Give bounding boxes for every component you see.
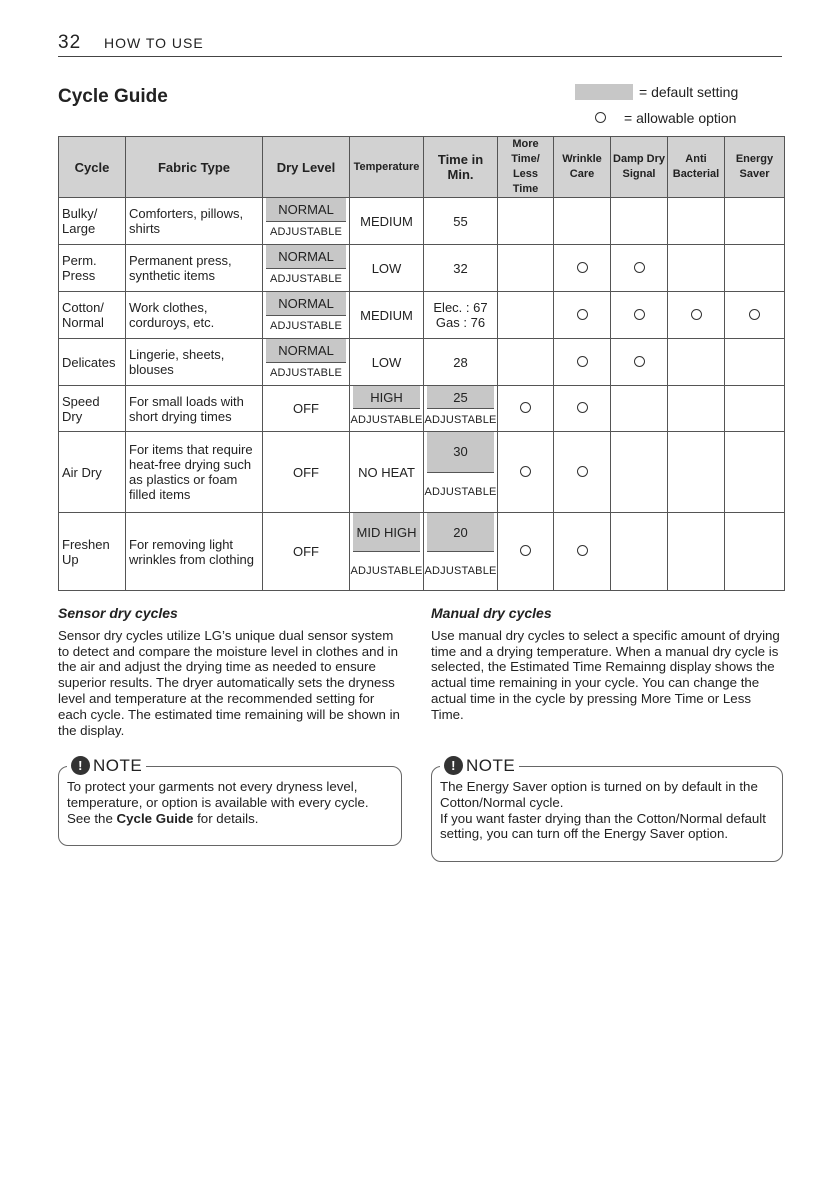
cycle-name: Speed Dry xyxy=(59,386,126,432)
damp-dry-cell xyxy=(611,432,668,513)
allowable-circle-icon xyxy=(634,309,645,320)
allowable-circle-icon xyxy=(749,309,760,320)
allowable-circle-icon xyxy=(577,356,588,367)
temperature: MEDIUM xyxy=(350,198,424,245)
more-time-cell xyxy=(498,432,554,513)
note-header xyxy=(440,756,519,775)
more-time-cell xyxy=(498,513,554,591)
col-time: Time in Min. xyxy=(424,137,498,198)
time: 32 xyxy=(424,245,498,292)
temperature-cell xyxy=(350,386,424,432)
time-default: 30 xyxy=(427,432,494,473)
wrinkle-cell xyxy=(554,386,611,432)
time: 28 xyxy=(424,339,498,386)
cycle-name: Air Dry xyxy=(59,432,126,513)
table-row xyxy=(59,292,785,339)
time-default: 20 xyxy=(427,513,494,552)
dry-level-default: NORMAL xyxy=(266,245,346,269)
anti-bacterial-cell xyxy=(668,245,725,292)
dry-level-default: NORMAL xyxy=(266,292,346,316)
energy-saver-cell xyxy=(725,339,785,386)
anti-bacterial-cell xyxy=(668,432,725,513)
damp-dry-cell xyxy=(611,513,668,591)
energy-saver-cell xyxy=(725,386,785,432)
note-line: The Energy Saver option is turned on by default in the Cotton/Normal cycle. xyxy=(440,779,758,810)
dry-level-cell xyxy=(263,339,350,386)
fabric-type: Work clothes, corduroys, etc. xyxy=(126,292,263,339)
table-header-row xyxy=(59,137,785,198)
time: 55 xyxy=(424,198,498,245)
table-row xyxy=(59,513,785,591)
allowable-circle-icon xyxy=(634,262,645,273)
cycle-guide-table xyxy=(58,136,785,591)
note-label: NOTE xyxy=(466,755,516,775)
dry-level: OFF xyxy=(263,513,350,591)
damp-dry-cell xyxy=(611,292,668,339)
time-cell xyxy=(424,386,498,432)
wrinkle-cell xyxy=(554,432,611,513)
table-row xyxy=(59,432,785,513)
wrinkle-cell xyxy=(554,198,611,245)
sensor-heading: Sensor dry cycles xyxy=(58,605,178,621)
sensor-body: Sensor dry cycles utilize LG’s unique dual sensor system to detect and compare the moisture level in clothes and in the air and adjust the drying time as needed to ensure superior results. The dryer automatically sets the dryness level and temperature at the recommended setting for each cycle. The estimated time remaining will be shown in the display. xyxy=(58,627,400,738)
manual-body: Use manual dry cycles to select a specific amount of drying time and a drying temperature. When a manual dry cycle is selected, the Estimated Time Remainng display shows the actual time remaining in your cycle. You can change the actual time in the cycle by pressing More Time or Less Time. xyxy=(431,627,780,722)
time-adjustable: ADJUSTABLE xyxy=(424,564,497,577)
time-default: 25 xyxy=(427,386,494,409)
exclamation-icon: ! xyxy=(71,756,90,775)
fabric-type: For removing light wrinkles from clothing xyxy=(126,513,263,591)
more-time-cell xyxy=(498,386,554,432)
temperature: LOW xyxy=(350,245,424,292)
damp-dry-cell xyxy=(611,245,668,292)
anti-bacterial-cell xyxy=(668,292,725,339)
damp-dry-cell xyxy=(611,339,668,386)
note-text-part: for details. xyxy=(193,810,259,826)
fabric-type: Lingerie, sheets, blouses xyxy=(126,339,263,386)
allowable-circle-icon xyxy=(577,466,588,477)
temperature: MEDIUM xyxy=(350,292,424,339)
col-energy-saver: Energy Saver xyxy=(725,137,785,198)
time-cell xyxy=(424,432,498,513)
sensor-dry-section xyxy=(58,606,403,738)
energy-saver-cell xyxy=(725,292,785,339)
fabric-type: For small loads with short drying times xyxy=(126,386,263,432)
wrinkle-cell xyxy=(554,245,611,292)
allowable-circle-icon xyxy=(520,402,531,413)
wrinkle-cell xyxy=(554,513,611,591)
col-cycle: Cycle xyxy=(59,137,126,198)
wrinkle-cell xyxy=(554,292,611,339)
section-title: HOW TO USE xyxy=(104,35,204,51)
dry-level: OFF xyxy=(263,386,350,432)
time-adjustable: ADJUSTABLE xyxy=(424,413,497,426)
anti-bacterial-cell xyxy=(668,386,725,432)
energy-saver-cell xyxy=(725,245,785,292)
wrinkle-cell xyxy=(554,339,611,386)
allowable-circle-icon xyxy=(595,112,606,123)
time-cell xyxy=(424,513,498,591)
temperature-cell xyxy=(350,513,424,591)
allowable-circle-icon xyxy=(691,309,702,320)
allowable-circle-icon xyxy=(520,466,531,477)
temperature-default: MID HIGH xyxy=(353,513,420,552)
col-more-time: More Time/ Less Time xyxy=(498,137,554,198)
energy-saver-cell xyxy=(725,198,785,245)
page-number: 32 xyxy=(58,32,82,53)
fabric-type: Comforters, pillows, shirts xyxy=(126,198,263,245)
more-time-cell xyxy=(498,198,554,245)
allowable-circle-icon xyxy=(520,545,531,556)
manual-dry-section xyxy=(431,606,781,723)
default-swatch-icon xyxy=(575,84,633,100)
note-text xyxy=(67,779,393,826)
dry-level-cell xyxy=(263,198,350,245)
allowable-circle-icon xyxy=(577,545,588,556)
temperature-default: HIGH xyxy=(353,386,420,409)
energy-saver-cell xyxy=(725,432,785,513)
note-box-garments xyxy=(58,755,402,846)
table-row xyxy=(59,198,785,245)
col-anti-bacterial: Anti Bacterial xyxy=(668,137,725,198)
dry-level-adjustable: ADJUSTABLE xyxy=(269,320,343,333)
dry-level: OFF xyxy=(263,432,350,513)
dry-level-cell xyxy=(263,245,350,292)
note-header xyxy=(67,756,146,775)
temperature: NO HEAT xyxy=(350,432,424,513)
legend-default xyxy=(575,84,738,100)
time-adjustable: ADJUSTABLE xyxy=(424,485,497,498)
fabric-type: Permanent press, synthetic items xyxy=(126,245,263,292)
allowable-circle-icon xyxy=(577,309,588,320)
table-row xyxy=(59,386,785,432)
note-text-part: To protect your garments not every dryness level, temperature, or option is available with every cycle. See the xyxy=(67,779,369,826)
legend-default-label: = default setting xyxy=(639,84,739,100)
more-time-cell xyxy=(498,245,554,292)
cycle-name: Delicates xyxy=(59,339,126,386)
time-gas: Gas : 76 xyxy=(435,315,486,330)
cycle-name: Cotton/ Normal xyxy=(59,292,126,339)
col-wrinkle-care: Wrinkle Care xyxy=(554,137,611,198)
table-row xyxy=(59,245,785,292)
legend-allowable xyxy=(595,110,736,126)
exclamation-icon: ! xyxy=(444,756,463,775)
allowable-circle-icon xyxy=(577,402,588,413)
cycle-name: Freshen Up xyxy=(59,513,126,591)
note-bold-text: Cycle Guide xyxy=(116,810,194,826)
table-row xyxy=(59,339,785,386)
note-box-energy-saver xyxy=(431,755,783,862)
damp-dry-cell xyxy=(611,198,668,245)
temperature: LOW xyxy=(350,339,424,386)
anti-bacterial-cell xyxy=(668,198,725,245)
note-line: If you want faster drying than the Cotton/Normal default setting, you can turn off the Energy Saver option. xyxy=(440,810,766,842)
page-header xyxy=(58,30,782,57)
fabric-type: For items that require heat-free drying such as plastics or foam filled items xyxy=(126,432,263,513)
time-elec: Elec. : 67 xyxy=(433,300,488,315)
col-dry-level: Dry Level xyxy=(263,137,350,198)
dry-level-adjustable: ADJUSTABLE xyxy=(269,273,343,286)
dry-level-adjustable: ADJUSTABLE xyxy=(269,367,343,380)
dry-level-adjustable: ADJUSTABLE xyxy=(269,226,343,239)
legend-allowable-label: = allowable option xyxy=(624,110,737,126)
col-temperature: Temperature xyxy=(350,137,424,198)
energy-saver-cell xyxy=(725,513,785,591)
allowable-circle-icon xyxy=(634,356,645,367)
anti-bacterial-cell xyxy=(668,513,725,591)
more-time-cell xyxy=(498,292,554,339)
time xyxy=(424,292,498,339)
temperature-adjustable: ADJUSTABLE xyxy=(350,413,423,426)
damp-dry-cell xyxy=(611,386,668,432)
page-title: Cycle Guide xyxy=(58,86,168,107)
cycle-name: Bulky/ Large xyxy=(59,198,126,245)
dry-level-cell xyxy=(263,292,350,339)
col-damp-dry-signal: Damp Dry Signal xyxy=(611,137,668,198)
more-time-cell xyxy=(498,339,554,386)
dry-level-default: NORMAL xyxy=(266,198,346,222)
manual-heading: Manual dry cycles xyxy=(431,605,552,621)
dry-level-default: NORMAL xyxy=(266,339,346,363)
col-fabric-type: Fabric Type xyxy=(126,137,263,198)
anti-bacterial-cell xyxy=(668,339,725,386)
allowable-circle-icon xyxy=(577,262,588,273)
temperature-adjustable: ADJUSTABLE xyxy=(350,564,423,577)
note-label: NOTE xyxy=(93,755,143,775)
cycle-name: Perm. Press xyxy=(59,245,126,292)
